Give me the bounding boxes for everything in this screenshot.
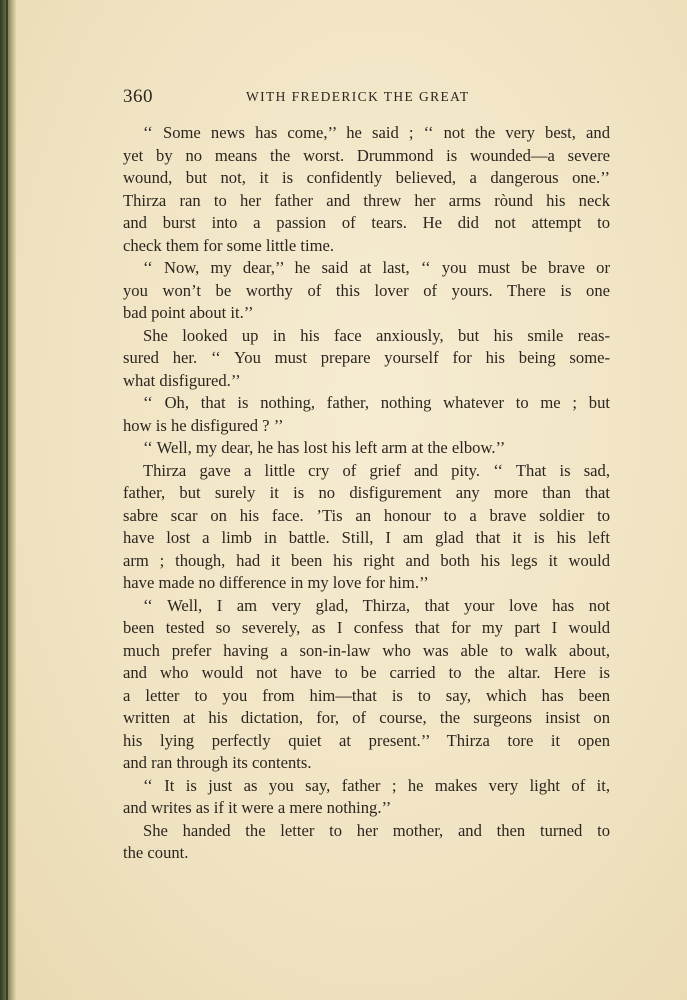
page-header [123,86,610,108]
text-line: ‘‘ Some news has come,’’ he said ; ‘‘ not the very best, and [143,123,610,142]
text-line: ‘‘ Oh, that is nothing, father, nothing whatever to me ; but [143,393,610,412]
text-line: a letter to you from him—that is to say, which has been [123,685,610,705]
text-line: have made no difference in my love for him.’’ [123,573,429,592]
text-line: and burst into a passion of tears. He did not attempt to [123,213,610,232]
running-title: WITH FREDERICK THE GREAT [246,89,470,104]
text-line: ‘‘ Well, I am very glad, Thirza, that your love has not [143,595,610,615]
body-text [123,122,610,865]
text-line: Thirza gave a little cry of grief and pity. ‘‘ That is sad, [143,460,610,480]
text-line: and who would not have to be carried to the altar. Here is [123,663,610,682]
text-line: bad point about it.’’ [123,303,254,322]
text-line: have lost a limb in battle. Still, I am glad that it is his left [123,528,610,547]
text-line: father, but surely it is no disfigurement any more than that [123,483,610,502]
text-line: written at his dictation, for, of course, the surgeons insist on [123,708,610,727]
page-number: 360 [123,86,153,107]
text-line: the count. [123,843,189,862]
text-line: wound, but not, it is confidently believed, a dangerous one.’’ [123,168,610,187]
text-line: how is he disfigured ? ’’ [123,415,284,435]
text-line: check them for some little time. [123,235,335,255]
text-line: yet by no means the worst. Drummond is wounded—a severe [123,145,610,165]
text-line: been tested so severely, as I confess that for my part I would [123,618,610,637]
text-line: what disfigured.’’ [123,370,241,390]
text-line: She looked up in his face anxiously, but his smile reas- [143,325,610,345]
text-line: ‘‘ Now, my dear,’’ he said at last, ‘‘ you must be brave or [143,258,610,277]
text-line: sabre scar on his face. ’Tis an honour to a brave soldier to [123,505,610,525]
text-line: ‘‘ It is just as you say, father ; he makes very light of it, [143,775,610,795]
spine-binding-line [6,0,8,1000]
text-line: and ran through its contents. [123,753,312,772]
text-line: sured her. ‘‘ You must prepare yourself for his being some- [123,348,610,367]
text-line: arm ; though, had it been his right and both his legs it would [123,550,610,570]
text-line: She handed the letter to her mother, and then turned to [143,820,610,840]
text-line: and writes as if it were a mere nothing.’’ [123,798,392,817]
text-line: you won’t be worthy of this lover of yours. There is one [123,280,610,300]
text-line: Thirza ran to her father and threw her arms ròund his neck [123,190,610,210]
text-line: his lying perfectly quiet at present.’’ Thirza tore it open [123,730,610,750]
text-line: much prefer having a son-in-law who was able to walk about, [123,640,610,660]
book-spine-edge [0,0,16,1000]
text-line: ‘‘ Well, my dear, he has lost his left arm at the elbow.’’ [143,438,506,457]
